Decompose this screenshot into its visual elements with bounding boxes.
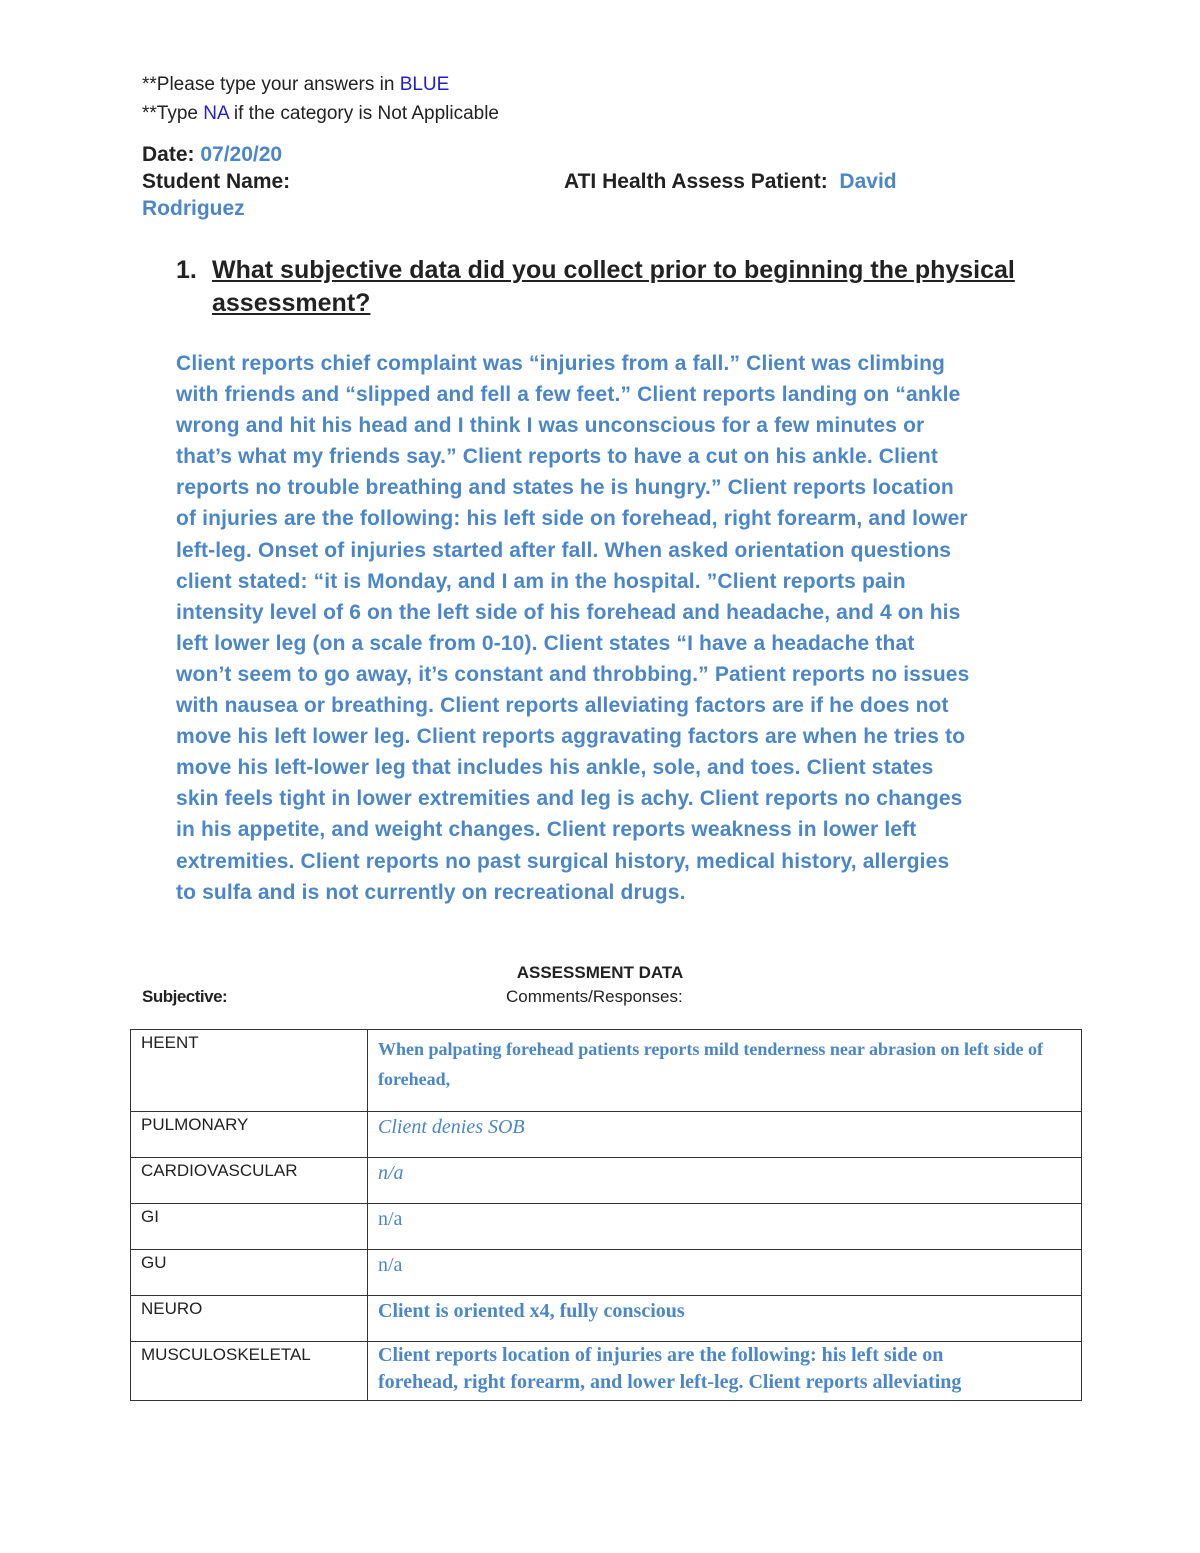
answer-line: wrong and hit his head and I think I was unconscious for a few minutes or — [176, 414, 925, 438]
response-line: forehead, right forearm, and lower left-leg. Client reports alleviating — [378, 1371, 962, 1393]
answer-line: extremities. Client reports no past surgical history, medical history, allergies — [176, 849, 950, 873]
patient-first-name: David — [839, 170, 897, 193]
header-block — [142, 141, 1022, 222]
patient-line — [564, 168, 897, 195]
category-cell: GU — [131, 1250, 368, 1296]
comments-label: Comments/Responses: — [506, 987, 683, 1006]
response-cell: Client denies SOB — [368, 1112, 1082, 1158]
answer-line: of injuries are the following: his left side on forehead, right forearm, and lower — [176, 507, 968, 531]
category-cell: PULMONARY — [131, 1112, 368, 1158]
category-cell: HEENT — [131, 1030, 368, 1112]
response-line: Client reports location of injuries are the following: his left side on — [378, 1344, 944, 1366]
instructions — [142, 70, 499, 128]
answer-line: intensity level of 6 on the left side of his forehead and headache, and 4 on his — [176, 600, 961, 624]
patient-last-name: Rodriguez — [142, 197, 245, 220]
response-cell — [368, 1342, 1082, 1401]
table-row — [131, 1030, 1082, 1112]
question-number: 1. — [176, 256, 197, 284]
category-cell: MUSCULOSKELETAL — [131, 1342, 368, 1401]
answer-text — [176, 348, 1058, 908]
response-cell: n/a — [368, 1250, 1082, 1296]
table-row — [131, 1342, 1082, 1401]
answer-line: in his appetite, and weight changes. Client reports weakness in lower left — [176, 818, 917, 842]
answer-line: skin feels tight in lower extremities and leg is achy. Client reports no changes — [176, 787, 963, 811]
response-cell: n/a — [368, 1158, 1082, 1204]
category-cell: NEURO — [131, 1296, 368, 1342]
table-row — [131, 1250, 1082, 1296]
instruction-2-text: **Type — [142, 103, 204, 124]
category-cell: CARDIOVASCULAR — [131, 1158, 368, 1204]
instruction-line-2 — [142, 99, 499, 128]
answer-line: move his left lower leg. Client reports aggravating factors are when he tries to — [176, 725, 966, 749]
answer-line: move his left-lower leg that includes his ankle, sole, and toes. Client states — [176, 756, 934, 780]
instruction-1-blue: BLUE — [399, 74, 450, 95]
date-label: Date: — [142, 143, 195, 166]
answer-line: client stated: “it is Monday, and I am in the hospital. ”Client reports pain — [176, 569, 906, 593]
answer-line: left-leg. Onset of injuries started after fall. When asked orientation questions — [176, 538, 952, 562]
instruction-line-1 — [142, 70, 499, 99]
answer-line: Client reports chief complaint was “injuries from a fall.” Client was climbing — [176, 352, 946, 375]
answer-line: left lower leg (on a scale from 0-10). Client states “I have a headache that — [176, 631, 915, 655]
assessment-table — [130, 1029, 1082, 1401]
instruction-2-blue: NA — [203, 103, 229, 124]
table-row — [131, 1204, 1082, 1250]
instruction-1-text: **Please type your answers in — [142, 74, 400, 95]
assessment-title: ASSESSMENT DATA — [516, 963, 684, 982]
response-cell: Client is oriented x4, fully conscious — [368, 1296, 1082, 1342]
answer-line: reports no trouble breathing and states he is hungry.” Client reports location — [176, 476, 954, 500]
student-name-label: Student Name: — [142, 170, 291, 193]
question-text: What subjective data did you collect prior to beginning the physical assessment? — [212, 256, 1015, 317]
answer-line: to sulfa and is not currently on recreational drugs. — [176, 880, 686, 904]
date-line — [142, 141, 1022, 168]
patient-label: ATI Health Assess Patient: — [564, 170, 828, 193]
response-cell: n/a — [368, 1204, 1082, 1250]
student-line — [142, 168, 1022, 195]
date-value: 07/20/20 — [200, 143, 283, 166]
answer-line: with nausea or breathing. Client reports alleviating factors are if he does not — [176, 694, 949, 718]
question-1 — [176, 254, 1026, 320]
category-cell: GI — [131, 1204, 368, 1250]
table-row — [131, 1296, 1082, 1342]
table-row — [131, 1158, 1082, 1204]
table-row — [131, 1112, 1082, 1158]
subjective-label: Subjective: — [142, 987, 228, 1006]
answer-line: won’t seem to go away, it’s constant and throbbing.” Patient reports no issues — [176, 662, 970, 686]
answer-line: with friends and “slipped and fell a few feet.” Client reports landing on “ankle — [176, 383, 961, 407]
instruction-2-suffix: if the category is Not Applicable — [228, 103, 499, 124]
response-cell: When palpating forehead patients reports mild tenderness near abrasion on left side of forehead, — [368, 1030, 1082, 1112]
answer-line: that’s what my friends say.” Client reports to have a cut on his ankle. Client — [176, 445, 939, 469]
